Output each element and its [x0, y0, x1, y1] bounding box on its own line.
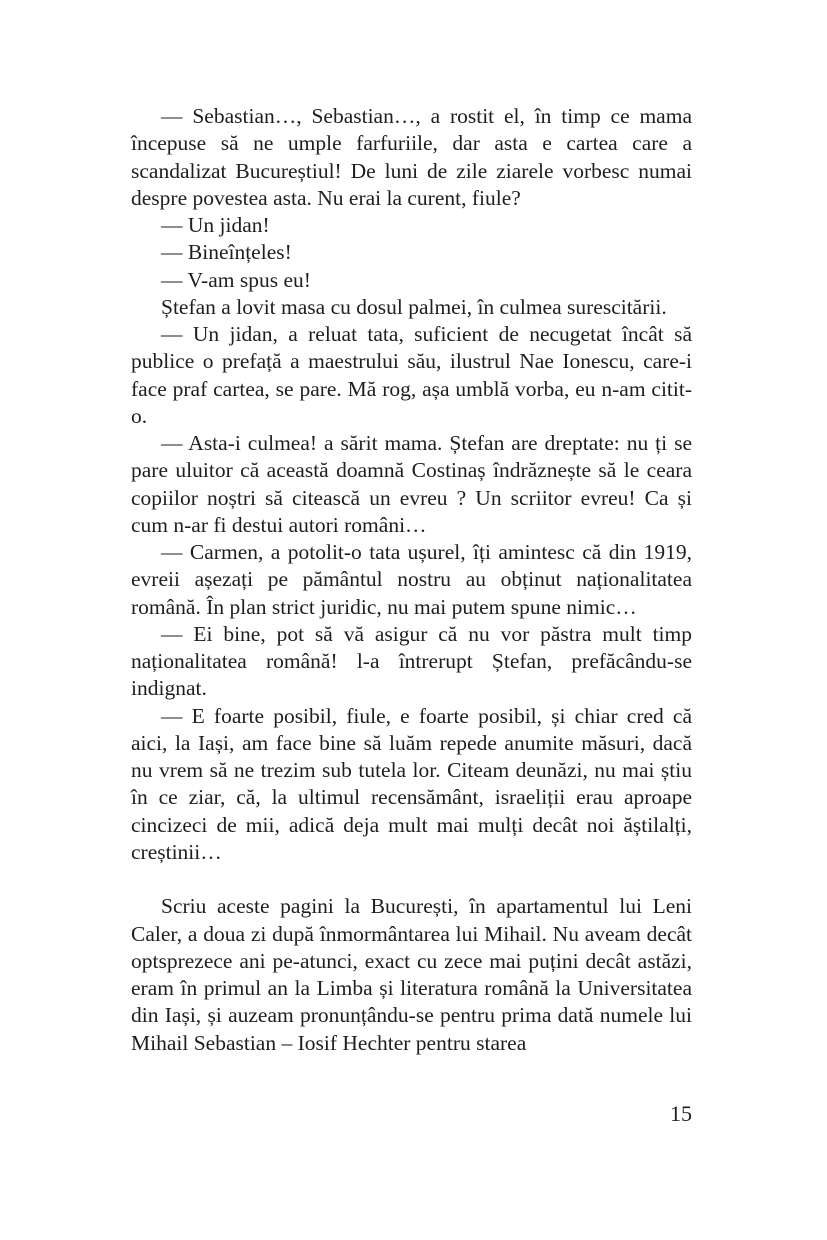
paragraph-dialogue-foarte-posibil: — E foarte posibil, fiule, e foarte posibil, și chiar cred că aici, la Iași, am face bine să luăm repede anumite măsuri, dacă nu vrem să ne trezim sub tutela lor. Citeam deunăzi, nu mai știu în ce ziar, că, la ultimul recensământ, israeliții erau aproape cincizeci de mii, adică deja mult mai mulți decât noi ăștilalți, creștinii…: [131, 703, 692, 864]
paragraph-dialogue-un-jidan: — Un jidan!: [161, 213, 270, 237]
paragraph-dialogue-tata-prefata: — Un jidan, a reluat tata, suficient de necugetat încât să publice o prefață a maestrului său, ilustrul Nae Ionescu, care-i face praf cartea, se pare. Mă rog, așa umblă vorba, eu n-am citit-o.: [131, 322, 692, 428]
paragraph-dialogue-bineintelesc: — Bineînțeles!: [161, 240, 292, 265]
paragraph-dialogue-ei-bine: — Ei bine, pot să vă asigur că nu vor păstra mult timp naționalitatea română! l-a întrerupt Ștefan, prefăcându-se indignat.: [131, 621, 692, 701]
paragraph-stefan-lovit-masa: Ștefan a lovit masa cu dosul palmei, în culmea surescitării.: [161, 294, 667, 319]
book-page-text: [131, 103, 692, 1057]
paragraph-dialogue-carmen: — Carmen, a potolit-o tata ușurel, îți amintesc că din 1919, evreii așezați pe pământul nostru au obținut naționalitatea română. În plan strict juridic, nu mai putem spune nimic…: [131, 540, 692, 619]
paragraph-dialogue-v-am-spus-eu: — V-am spus eu!: [161, 267, 311, 292]
page-number: 15: [670, 1101, 692, 1126]
paragraph-dialogue-mama-culmea: — Asta-i culmea! a sărit mama. Ștefan are dreptate: nu ți se pare uluitor că această doamnă Costinaș îndrăznește să le ceara copiilor noștri să citească un evreu ? Un scriitor evreu! Ca și cum n-ar fi destui autori români…: [131, 431, 692, 537]
paragraph-dialogue-sebastian: — Sebastian…, Sebastian…, a rostit el, în timp ce mama începuse să ne umple farfuriile, dar asta e cartea care a scandalizat Bucureștiul! De luni de zile ziarele vorbesc numai despre povestea asta. Nu erai la curent, fiule?: [131, 104, 692, 210]
paragraph-narration-scriu: Scriu aceste pagini la București, în apartamentul lui Leni Caler, a doua zi după înmormântarea lui Mihail. Nu aveam decât optsprezece ani pe-atunci, exact cu zece mai puțini decât astăzi, eram în primul an la Limba și literatura română la Universitatea din Iași, și auzeam pronunțându-se pentru prima dată numele lui Mihail Sebastian – Iosif Hechter pentru starea: [131, 894, 692, 1055]
section-break: [131, 866, 692, 893]
